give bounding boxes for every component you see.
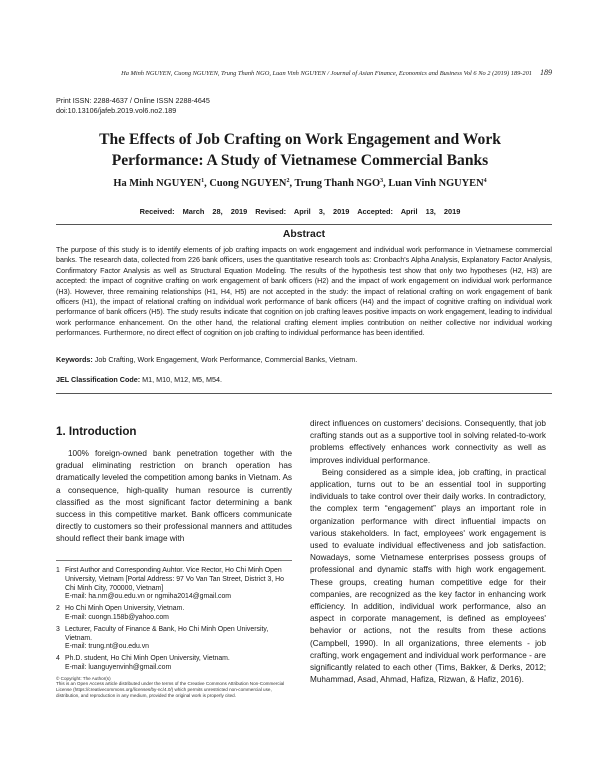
footnote-text: Ho Chi Minh Open University, Vietnam. <box>65 605 185 613</box>
author-separator: , <box>383 178 389 189</box>
author-affiliation-marker: 1 <box>201 178 205 184</box>
title-line-1: The Effects of Job Crafting on Work Engagement and Work <box>99 131 501 148</box>
author-list <box>40 178 560 189</box>
received-date: Received: March 28, 2019 <box>139 207 248 216</box>
revised-date: Revised: April 3, 2019 <box>255 207 350 216</box>
footnote-1 <box>56 567 292 602</box>
left-column <box>56 425 292 546</box>
footnote-number: 3 <box>56 625 60 633</box>
author-affiliation-marker: 3 <box>380 178 384 184</box>
footnote-email: E-mail: cuongn.158b@yahoo.com <box>65 613 169 621</box>
intro-paragraph-1-continued: direct influences on customers' decisions. Consequently, that job crafting stands out as a supportive tool in solving related-to-work problems effectively enhances work connectivity as well as improves individual performance. <box>310 419 546 465</box>
introduction-heading: 1. Introduction <box>56 425 137 438</box>
author-affiliation-marker: 4 <box>483 178 487 184</box>
license-text: This is an Open Access article distributed under the terms of the Creative Commons Attribution Non-Commercial License (https://creativecommons.org/licenses/by-nc/4.0/) which permits unrestricted non-commercial use, distribution, and reproduction in any medium, provided the original work is properly cited. <box>56 681 285 698</box>
section-divider <box>56 393 552 394</box>
author-name: Ha Minh NGUYEN <box>113 178 202 189</box>
jel-label: JEL Classification Code: <box>56 375 141 384</box>
footnote-text: Lecturer, Faculty of Finance & Bank, Ho Chi Minh Open University, Vietnam. <box>65 625 269 642</box>
footnote-number: 2 <box>56 605 60 613</box>
running-head <box>56 68 552 77</box>
author-separator: , <box>204 178 210 189</box>
doi-line[interactable]: doi:10.13106/jafeb.2019.vol6.no2.189 <box>56 106 177 115</box>
author-name: Luan Vinh NGUYEN <box>388 178 484 189</box>
copyright-line: © Copyright: The Author(s) <box>56 675 111 681</box>
footnote-2 <box>56 605 292 623</box>
author-separator: , <box>289 178 295 189</box>
keywords-label: Keywords: <box>56 355 93 364</box>
issn-block <box>56 96 210 116</box>
intro-paragraph-2: Being considered as a simple idea, job crafting, in practical application, turns out to be an essential tool in supporting individuals to take control over their daily works. In contradictory, the complex term “engagement” plays an important role in organization performance with direct influential impacts on various stakeholders. In fact, employees' work engagement is used to evaluate individual effectiveness and job satisfaction. Nowadays, some Vietnamese enterprises possess groups of professional and dynamic staffs with high work engagement. These groups, creating human competitive edge for their companies, are recognized as the key factor in enhancing work efficiency. In addition, individual work performance, also an aspect in corporate management, is defined as employees' behavior or actions, not the results from these actions (Campbell, 1990). In all organizations, three elements - job crafting, work engagement and individual work performance - are significantly related to each other (Tims, Bakker, & Derks, 2012; Muhammad, Asad, Ahmad, Hafiza, Rizwan, & Hafiz, 2016). <box>310 467 546 685</box>
author-name: Cuong NGUYEN <box>209 178 287 189</box>
keywords-line <box>56 355 552 364</box>
submission-dates <box>40 207 560 216</box>
abstract-text: The purpose of this study is to identify elements of job crafting impacts on work engagement and individual work performance in Vietnamese commercial banks. The research data, collected from 226 bank officers, uses the quantitative research tools as: Cronbach's Alpha Analysis, Explanatory Factor Analysis, Confirmatory Factor Analysis as well as Structural Equation Modeling. The results of the hypothesis test show that only two hypotheses (H2, H3) are accepted: the impact of cognitive crafting on work engagement of bank officers (H2) and the impact of work engagement on individual work performance (H3). However, three remaining relationships (H1, H4, H5) are not accepted in the study: the impact of relational crafting on work engagement of bank officers (H1), the impact of relational crafting on individual work performance of bank officers (H4) and the impact of cognitive crafting on individual work performance of bank officers (H5). The study results indicate that cognition on job crafting leaves positive impacts on work engagement, leading to individual work performance enhancement. On the other hand, the relational crafting element implies contribution on neither collective nor individual working performances. Furthermore, no direct effect of cognition on job crafting to individual performance has been identified. <box>56 246 552 338</box>
footnote-email: E-mail: luanguyenvinh@gmail.com <box>65 663 172 671</box>
author-name: Trung Thanh NGO <box>294 178 381 189</box>
footnote-number: 4 <box>56 655 60 663</box>
issn-line: Print ISSN: 2288-4637 / Online ISSN 2288-4645 <box>56 96 210 105</box>
right-column <box>310 418 546 686</box>
footnotes <box>56 560 292 698</box>
page-number: 189 <box>540 68 552 77</box>
author-affiliation-marker: 2 <box>286 178 290 184</box>
keywords-text: Job Crafting, Work Engagement, Work Performance, Commercial Banks, Vietnam. <box>92 355 358 364</box>
abstract-heading: Abstract <box>56 224 552 243</box>
paper-title <box>40 129 560 171</box>
jel-line <box>56 375 552 384</box>
intro-paragraph-1: 100% foreign-owned bank penetration together with the gradual eliminating restriction on branch operation has dramatically leveled the competition among banks in Vietnam. As a consequence, high-quality human resource is currently classified as the most significant factor determining a bank success in this competitive market. Bank officers communicate directly to customers so their professional manners and attitudes should reflect their bank image with <box>56 449 292 544</box>
footnote-text: Ph.D. student, Ho Chi Minh Open University, Vietnam. <box>65 655 230 663</box>
running-head-text: Ha Minh NGUYEN, Cuong NGUYEN, Trung Thanh NGO, Luan Vinh NGUYEN / Journal of Asian Finance, Economics and Business Vol 6 No 2 (2019) 189-201 <box>121 70 532 77</box>
accepted-date: Accepted: April 13, 2019 <box>357 207 461 216</box>
jel-text: M1, M10, M12, M5, M54. <box>140 375 223 384</box>
copyright-notice <box>56 676 292 698</box>
footnote-email: E-mail: trung.nt@ou.edu.vn <box>65 643 149 651</box>
footnote-text: First Author and Corresponding Auhtor. Vice Rector, Ho Chi Minh Open University, Vietnam [Portal Address: 97 Vo Van Tan Street, District 3, Ho Chi Minh City, 700000, Vietnam] <box>65 567 284 592</box>
footnote-number: 1 <box>56 567 60 574</box>
title-line-2: Performance: A Study of Vietnamese Commercial Banks <box>111 152 489 169</box>
footnote-3 <box>56 626 292 652</box>
footnote-4 <box>56 655 292 673</box>
footnote-email: E-mail: ha.nm@ou.edu.vn or ngmiha2014@gmail.com <box>65 593 232 601</box>
